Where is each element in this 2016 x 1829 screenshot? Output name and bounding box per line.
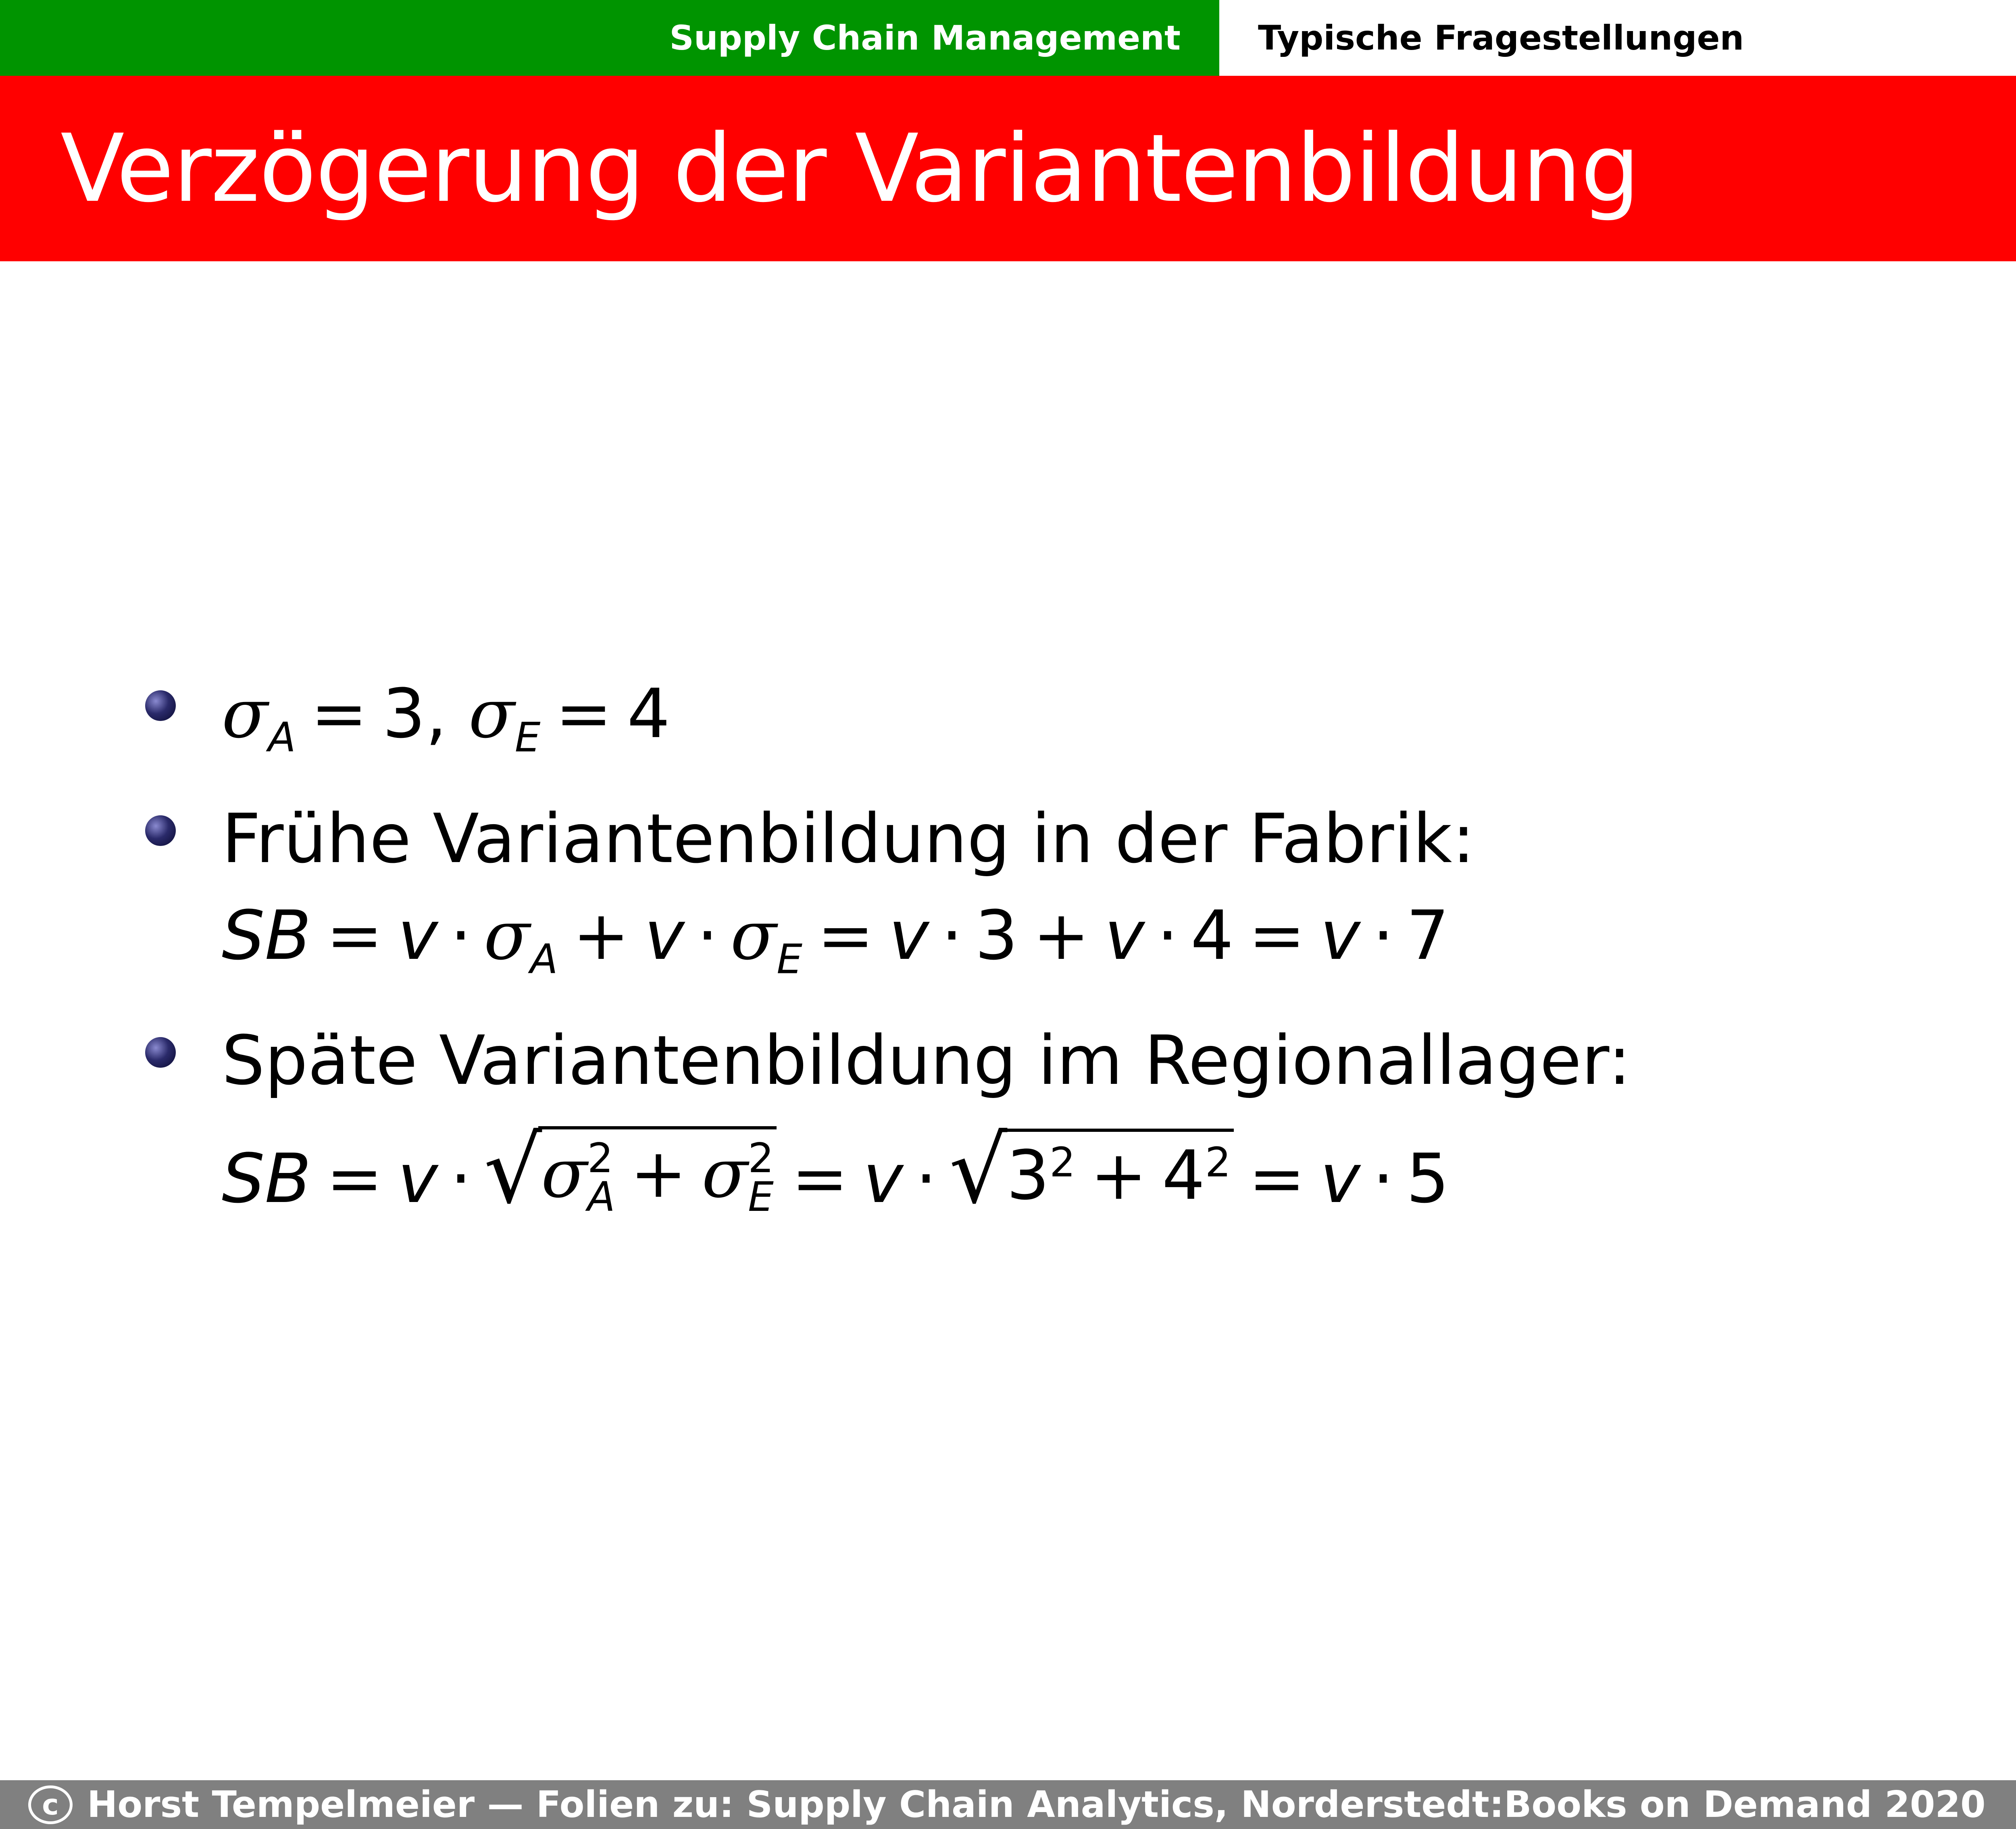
header-section-typische[interactable] <box>1219 0 2016 76</box>
item-text-spaete: Späte Variantenbildung im Regionallager: <box>222 1021 1631 1100</box>
header-subsection-label: Typische Fragestellungen <box>1258 18 1744 58</box>
bullet-ball-icon <box>145 815 176 846</box>
footer-bar <box>0 1780 2016 1829</box>
footer-citation: Horst Tempelmeier — Folien zu: Supply Chain Analytics, Norderstedt:Books on Demand 2020 <box>87 1783 1986 1826</box>
header-section-supply-chain[interactable] <box>0 0 1219 76</box>
header-bar <box>0 0 2016 76</box>
title-bar <box>0 76 2016 261</box>
formula-fruehe: SB = $v \cdot \sigma_A + v \cdot \sigma_E = v \cdot 3 + v \cdot 4 = v \cdot 7$ <box>222 896 1450 983</box>
slide-content <box>145 665 2016 1255</box>
bullet-ball-icon <box>145 1037 176 1068</box>
formula-sigma-values: $\sigma_A = 3$, $\sigma_E = 4$ <box>222 674 670 761</box>
list-item <box>145 665 2016 762</box>
list-item <box>145 1012 2016 1227</box>
sqrt-numbers: √ $3^2 + 4^2$ <box>949 1125 1234 1217</box>
list-item <box>145 790 2016 984</box>
formula-spaete: SB = v · √ σ 2 A + σ 2 E = v · √ $3^2 + 4^2$ = v · 5 <box>222 1117 1450 1224</box>
copyright-icon: c <box>28 1785 73 1824</box>
sqrt-sigma: √ σ 2 A + σ 2 E <box>484 1125 777 1217</box>
bullet-ball-icon <box>145 690 176 721</box>
slide-title: Verzögerung der Variantenbildung <box>60 114 1639 223</box>
item-text-fruehe: Frühe Variantenbildung in der Fabrik: <box>222 799 1475 878</box>
header-section-label: Supply Chain Management <box>669 18 1181 58</box>
